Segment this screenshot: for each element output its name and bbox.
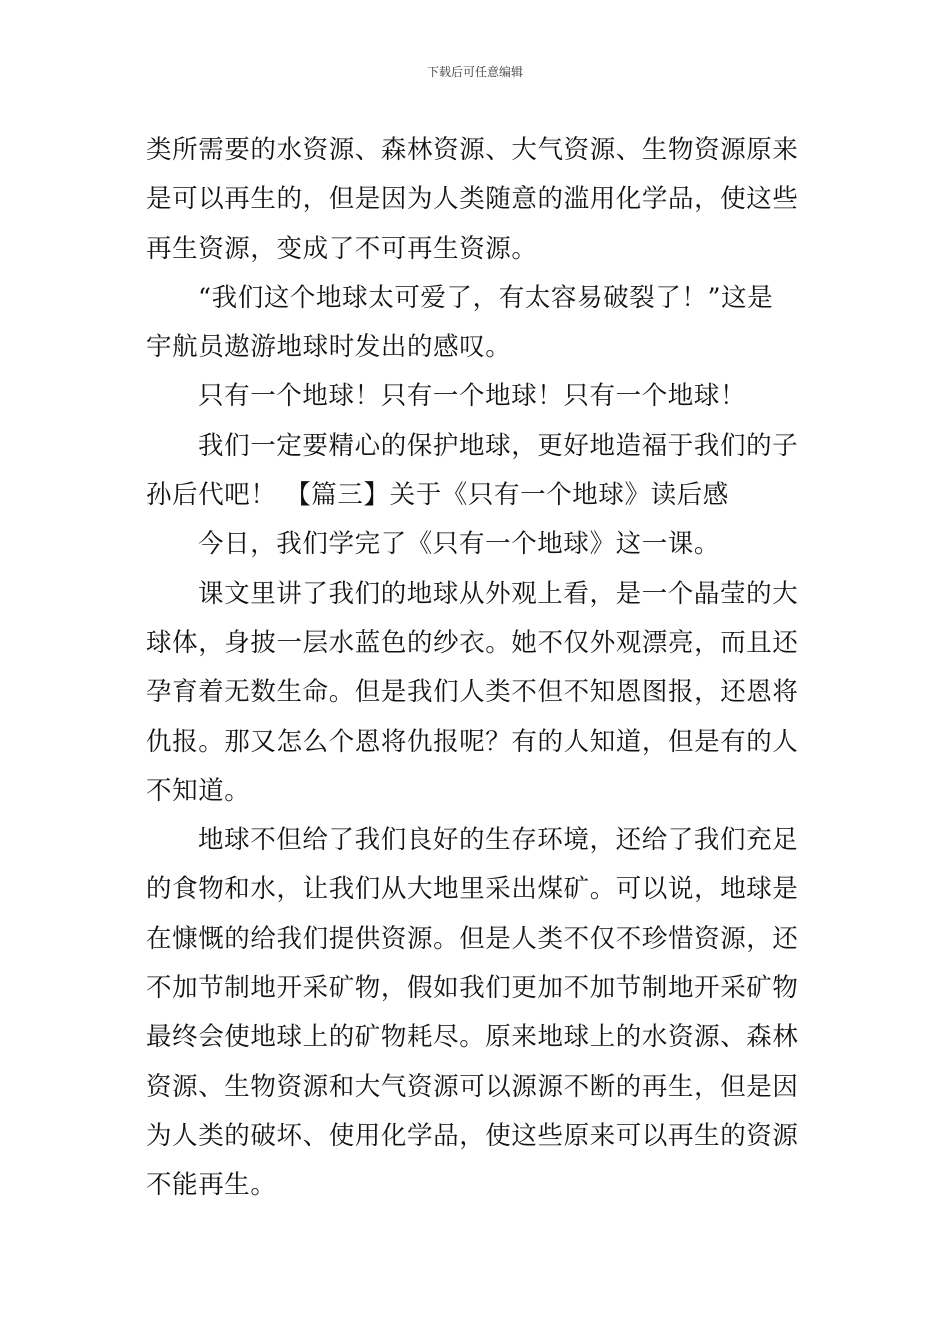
page-header: 下载后可任意编辑: [426, 65, 523, 79]
text-line: 不能再生。: [146, 1170, 277, 1201]
text-line: 类所需要的水资源、森林资源、大气资源、生物资源原来: [146, 135, 799, 165]
text-line: 今日，我们学完了《只有一个地球》这一课。: [198, 529, 721, 560]
text-line: 我们一定要精心的保护地球，更好地造福于我们的子: [198, 430, 799, 461]
text-line: 宇航员遨游地球时发出的感叹。: [146, 332, 512, 363]
text-line: 地球不但给了我们良好的生存环境，还给了我们充足: [198, 825, 799, 856]
text-line: 不加节制地开采矿物，假如我们更加不加节制地开采矿物: [146, 973, 799, 1004]
paragraph-5: [146, 520, 808, 569]
text-line: 为人类的破坏、使用化学品，使这些原来可以再生的资源: [146, 1120, 799, 1151]
text-line: 孕育着无数生命。但是我们人类不但不知恩图报，还恩将: [146, 677, 799, 708]
paragraph-4: [146, 422, 808, 521]
document-body: [146, 126, 808, 1211]
text-line: “我们这个地球太可爱了，有太容易破裂了！”这是: [198, 282, 774, 313]
text-line: 球体，身披一层水蓝色的纱衣。她不仅外观漂亮，而且还: [146, 627, 799, 658]
paragraph-6: [146, 570, 808, 816]
text-line: 不知道。: [146, 775, 251, 806]
text-line: 最终会使地球上的矿物耗尽。原来地球上的水资源、森林: [146, 1022, 799, 1053]
text-line: 孙后代吧！ 【篇三】关于《只有一个地球》读后感: [146, 480, 729, 511]
text-line: 资源、生物资源和大气资源可以源源不断的再生，但是因: [146, 1071, 799, 1102]
text-line: 在慷慨的给我们提供资源。但是人类不仅不珍惜资源，还: [146, 923, 799, 954]
text-line: 是可以再生的，但是因为人类随意的滥用化学品，使这些: [146, 184, 799, 215]
text-line: 的食物和水，让我们从大地里采出煤矿。可以说，地球是: [146, 874, 799, 905]
paragraph-7: [146, 816, 808, 1210]
paragraph-3: [146, 372, 808, 421]
paragraph-1: [146, 126, 808, 274]
text-line: 再生资源，变成了不可再生资源。: [146, 233, 538, 264]
paragraph-2: [146, 274, 808, 373]
text-line: 课文里讲了我们的地球从外观上看，是一个晶莹的大: [198, 578, 799, 609]
text-line: 只有一个地球！只有一个地球！只有一个地球！: [198, 381, 747, 412]
text-line: 仇报。那又怎么个恩将仇报呢？有的人知道，但是有的人: [146, 726, 799, 757]
